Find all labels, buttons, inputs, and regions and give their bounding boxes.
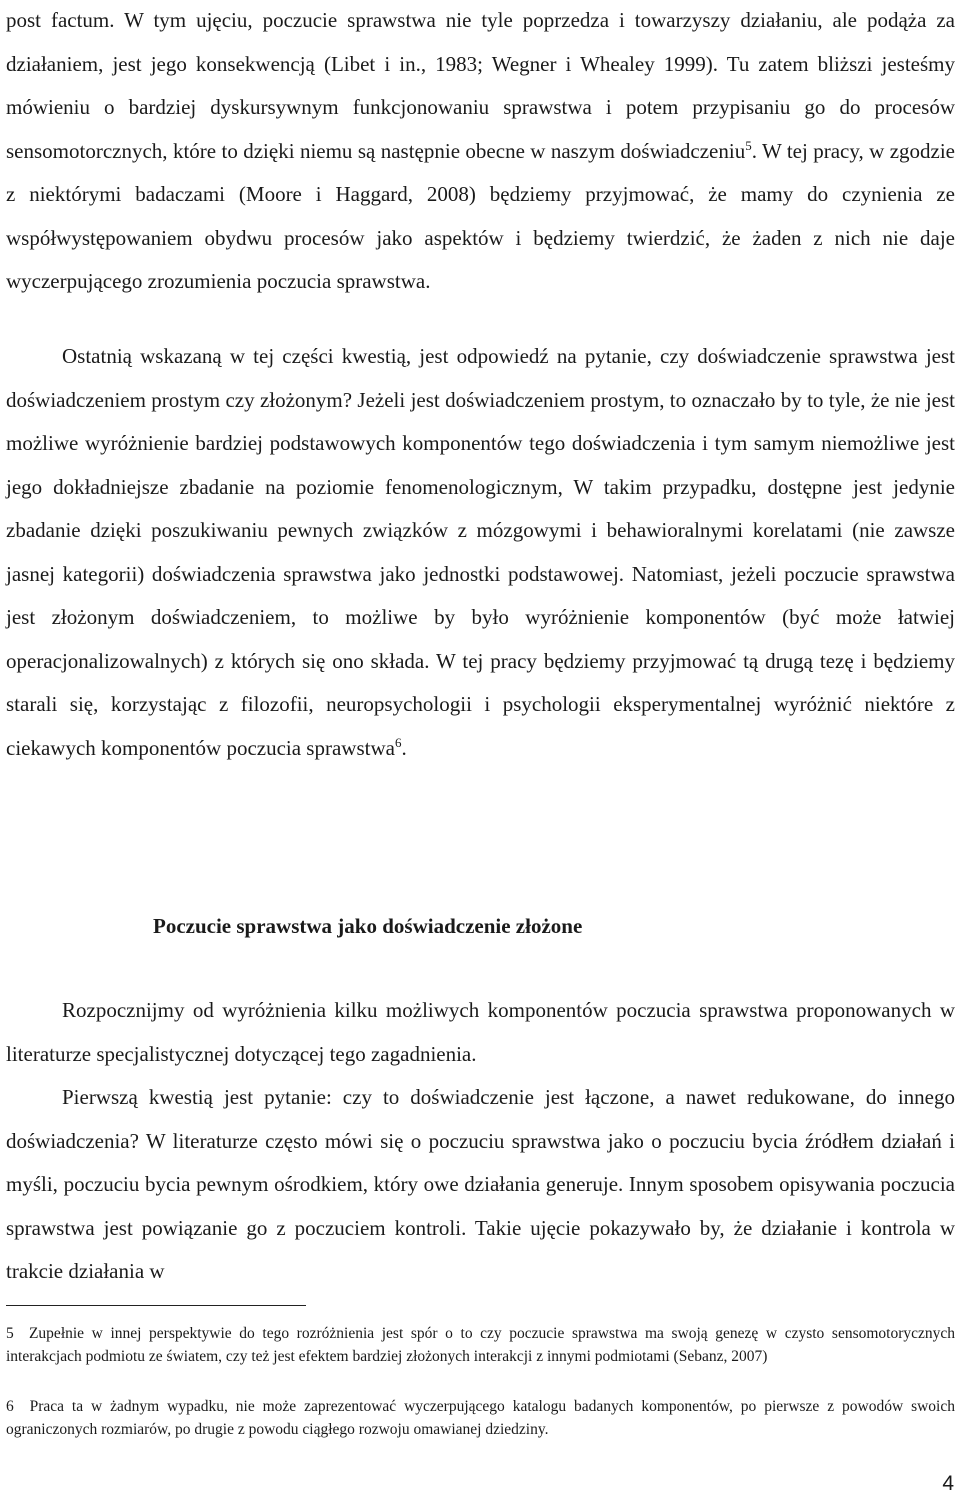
footnote-ref-5[interactable]: 5 xyxy=(745,137,752,153)
paragraph-text: Ostatnią wskazaną w tej części kwestią, jest odpowiedź na pytanie, czy doświadczenie sprawstwa jest doświadczeniem prostym czy złożonym? Jeżeli jest doświadczeniem prostym, to oznaczało by to tyle, że nie jest możliwe wyróżnienie bardziej podstawowych komponentów tego doświadczenia i tym samym niemożliwe jest jego dokładniejsze zbadanie na poziomie fenomenologicznym, W takim przypadku, dostępne jest jedynie zbadanie dzięki poszukiwaniu pewnych związków z mózgowymi i behawioralnymi korelatami (nie zawsze jasnej kategorii) doświadczenia sprawstwa jako jednostki podstawowej. Natomiast, jeżeli poczucie sprawstwa jest złożonym doświadczeniem, to możliwe by było wyróżnienie komponentów (być może łatwiej operacjonalizowalnych) z których się ono składa. W tej pracy będziemy przyjmować tą drugą tezę i będziemy starali się, korzystając z filozofii, neuropsychologii i psychologii eksperymentalnej wyróżnić niektóre z ciekawych komponentów poczucia sprawstwa xyxy=(6,344,955,760)
body-paragraph-1 xyxy=(6,0,955,304)
footnote-number: 6 xyxy=(6,1398,14,1415)
footnote-text: Zupełnie w innej perspektywie do tego rozróżnienia jest spór o to czy poczucie sprawstwa ma swoją genezę w czysto sensomotorycznych interakcjach podmiotu ze światem, czy też jest efektem bardziej złożonych interakcji z innymi podmiotami (Sebanz, 2007) xyxy=(6,1325,956,1365)
footnote-number: 5 xyxy=(6,1325,14,1342)
paragraph-text: . W tej pracy, w zgodzie z niektórymi badaczami (Moore i Haggard, 2008) będziemy przyjmować, że mamy do czynienia ze współwystępowaniem obydwu procesów jako aspektów i będziemy twierdzić, że żaden z nich nie daje wyczerpującego zrozumienia poczucia sprawstwa. xyxy=(6,138,955,293)
page-number: 4 xyxy=(942,1472,954,1495)
section-paragraph-1: Rozpocznijmy od wyróżnienia kilku możliwych komponentów poczucia sprawstwa proponowanych w literaturze specjalistycznej dotyczącej tego zagadnienia. xyxy=(6,998,955,1066)
section-paragraph-2: Pierwszą kwestią jest pytanie: czy to doświadczenie jest łączone, a nawet redukowane, do innego doświadczenia? W literaturze często mówi się o poczuciu sprawstwa jako o poczuciu bycia źródłem działań i myśli, poczuciu bycia pewnym ośrodkiem, który owe działania generuje. Innym sposobem opisywania poczucia sprawstwa jest powiązanie go z poczuciem kontroli. Takie ujęcie pokazywało by, że działanie i kontrola w trakcie działania w xyxy=(6,1085,955,1283)
footnote-6 xyxy=(6,1395,955,1441)
footnote-5 xyxy=(6,1322,955,1368)
section-heading: Poczucie sprawstwa jako doświadczenie złożone xyxy=(153,914,583,938)
paragraph-text: post factum. W tym ujęciu, poczucie sprawstwa nie tyle poprzedza i towarzyszy działaniu, ale podąża za działaniem, jest jego konsekwencją (Libet i in., 1983; Wegner i Whealey 1999). Tu zatem bliższi jesteśmy mówieniu o bardziej dyskursywnym funkcjonowaniu sprawstwa i potem przypisaniu go do procesów sensomotorcznych, które to dzięki niemu są następnie obecne w naszym doświadczeniu xyxy=(6,8,955,163)
footnote-separator xyxy=(6,1305,306,1306)
body-paragraph-2 xyxy=(6,335,955,770)
footnote-text: Praca ta w żadnym wypadku, nie może zaprezentować wyczerpującego katalogu badanych komponentów, po pierwsze z powodów swoich ograniczonych rozmiarów, po drugie z powodu ciągłego rozwoju omawianej dziedziny. xyxy=(6,1398,955,1438)
footnote-ref-6[interactable]: 6 xyxy=(394,734,402,750)
paragraph-text: . xyxy=(401,735,407,760)
